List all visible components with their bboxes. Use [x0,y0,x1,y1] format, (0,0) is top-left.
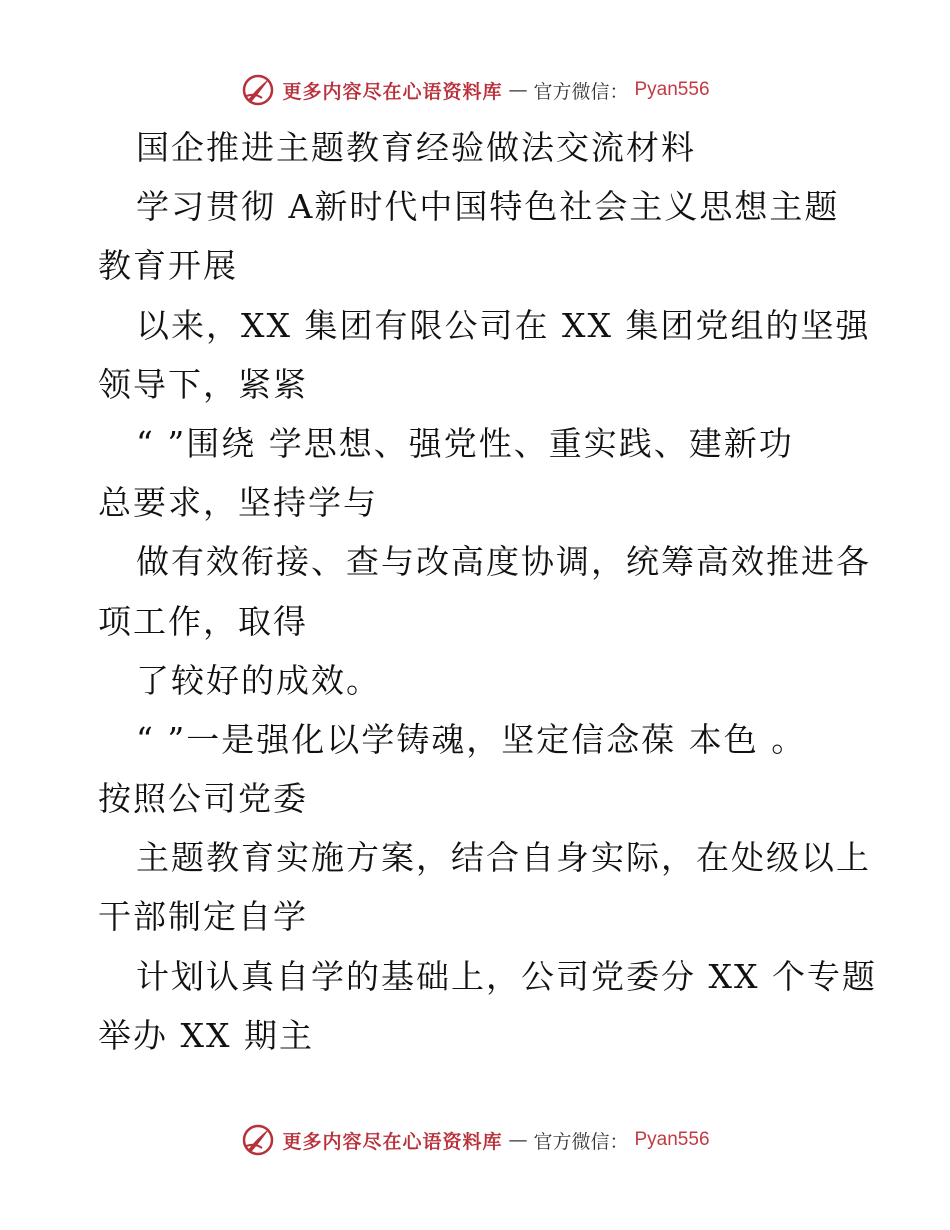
paragraph-line: 干部制定自学 [98,897,308,937]
paragraph-line: “ ”一是强化以学铸魂，坚定信念葆 本色 。 [136,719,807,759]
paragraph-line: 了较好的成效。 [136,660,381,700]
paragraph-line: 总要求，坚持学与 [98,483,378,523]
paragraph-line: 计划认真自学的基础上，公司党委分 XX 个专题 [136,956,877,996]
banner-separator: — [508,79,528,101]
paragraph-line: 做有效衔接、查与改高度协调，统筹高效推进各 [136,542,871,582]
wechat-id: Pyan556 [634,79,710,100]
brand-text: 更多内容尽在心语资料库 [282,80,503,103]
wechat-id: Pyan556 [634,1129,710,1150]
wechat-label: 官方微信： [533,80,629,103]
brand-text: 更多内容尽在心语资料库 [282,1130,503,1153]
paragraph-line: 以来，XX 集团有限公司在 XX 集团党组的坚强 [136,305,871,345]
paragraph-line: 教育开展 [98,246,238,286]
banner-separator: — [508,1129,528,1151]
paragraph-line: “ ”围绕 学思想、强党性、重实践、建新功 [136,423,794,463]
paragraph-line: 学习贯彻 A新时代中国特色社会主义思想主题 [136,187,840,227]
document-body [98,118,878,1065]
wechat-label: 官方微信： [533,1130,629,1153]
paragraph-line: 举办 XX 期主 [98,1015,314,1055]
paragraph-line: 按照公司党委 [98,779,308,819]
document-title: 国企推进主题教育经验做法交流材料 [136,128,696,167]
quill-seal-icon [240,72,276,108]
paragraph-line: 主题教育实施方案，结合自身实际，在处级以上 [136,838,871,878]
footer-banner [0,1120,950,1160]
header-banner [0,70,950,110]
quill-seal-icon [240,1122,276,1158]
paragraph-line: 领导下，紧紧 [98,364,308,404]
paragraph-line: 项工作，取得 [98,601,308,641]
